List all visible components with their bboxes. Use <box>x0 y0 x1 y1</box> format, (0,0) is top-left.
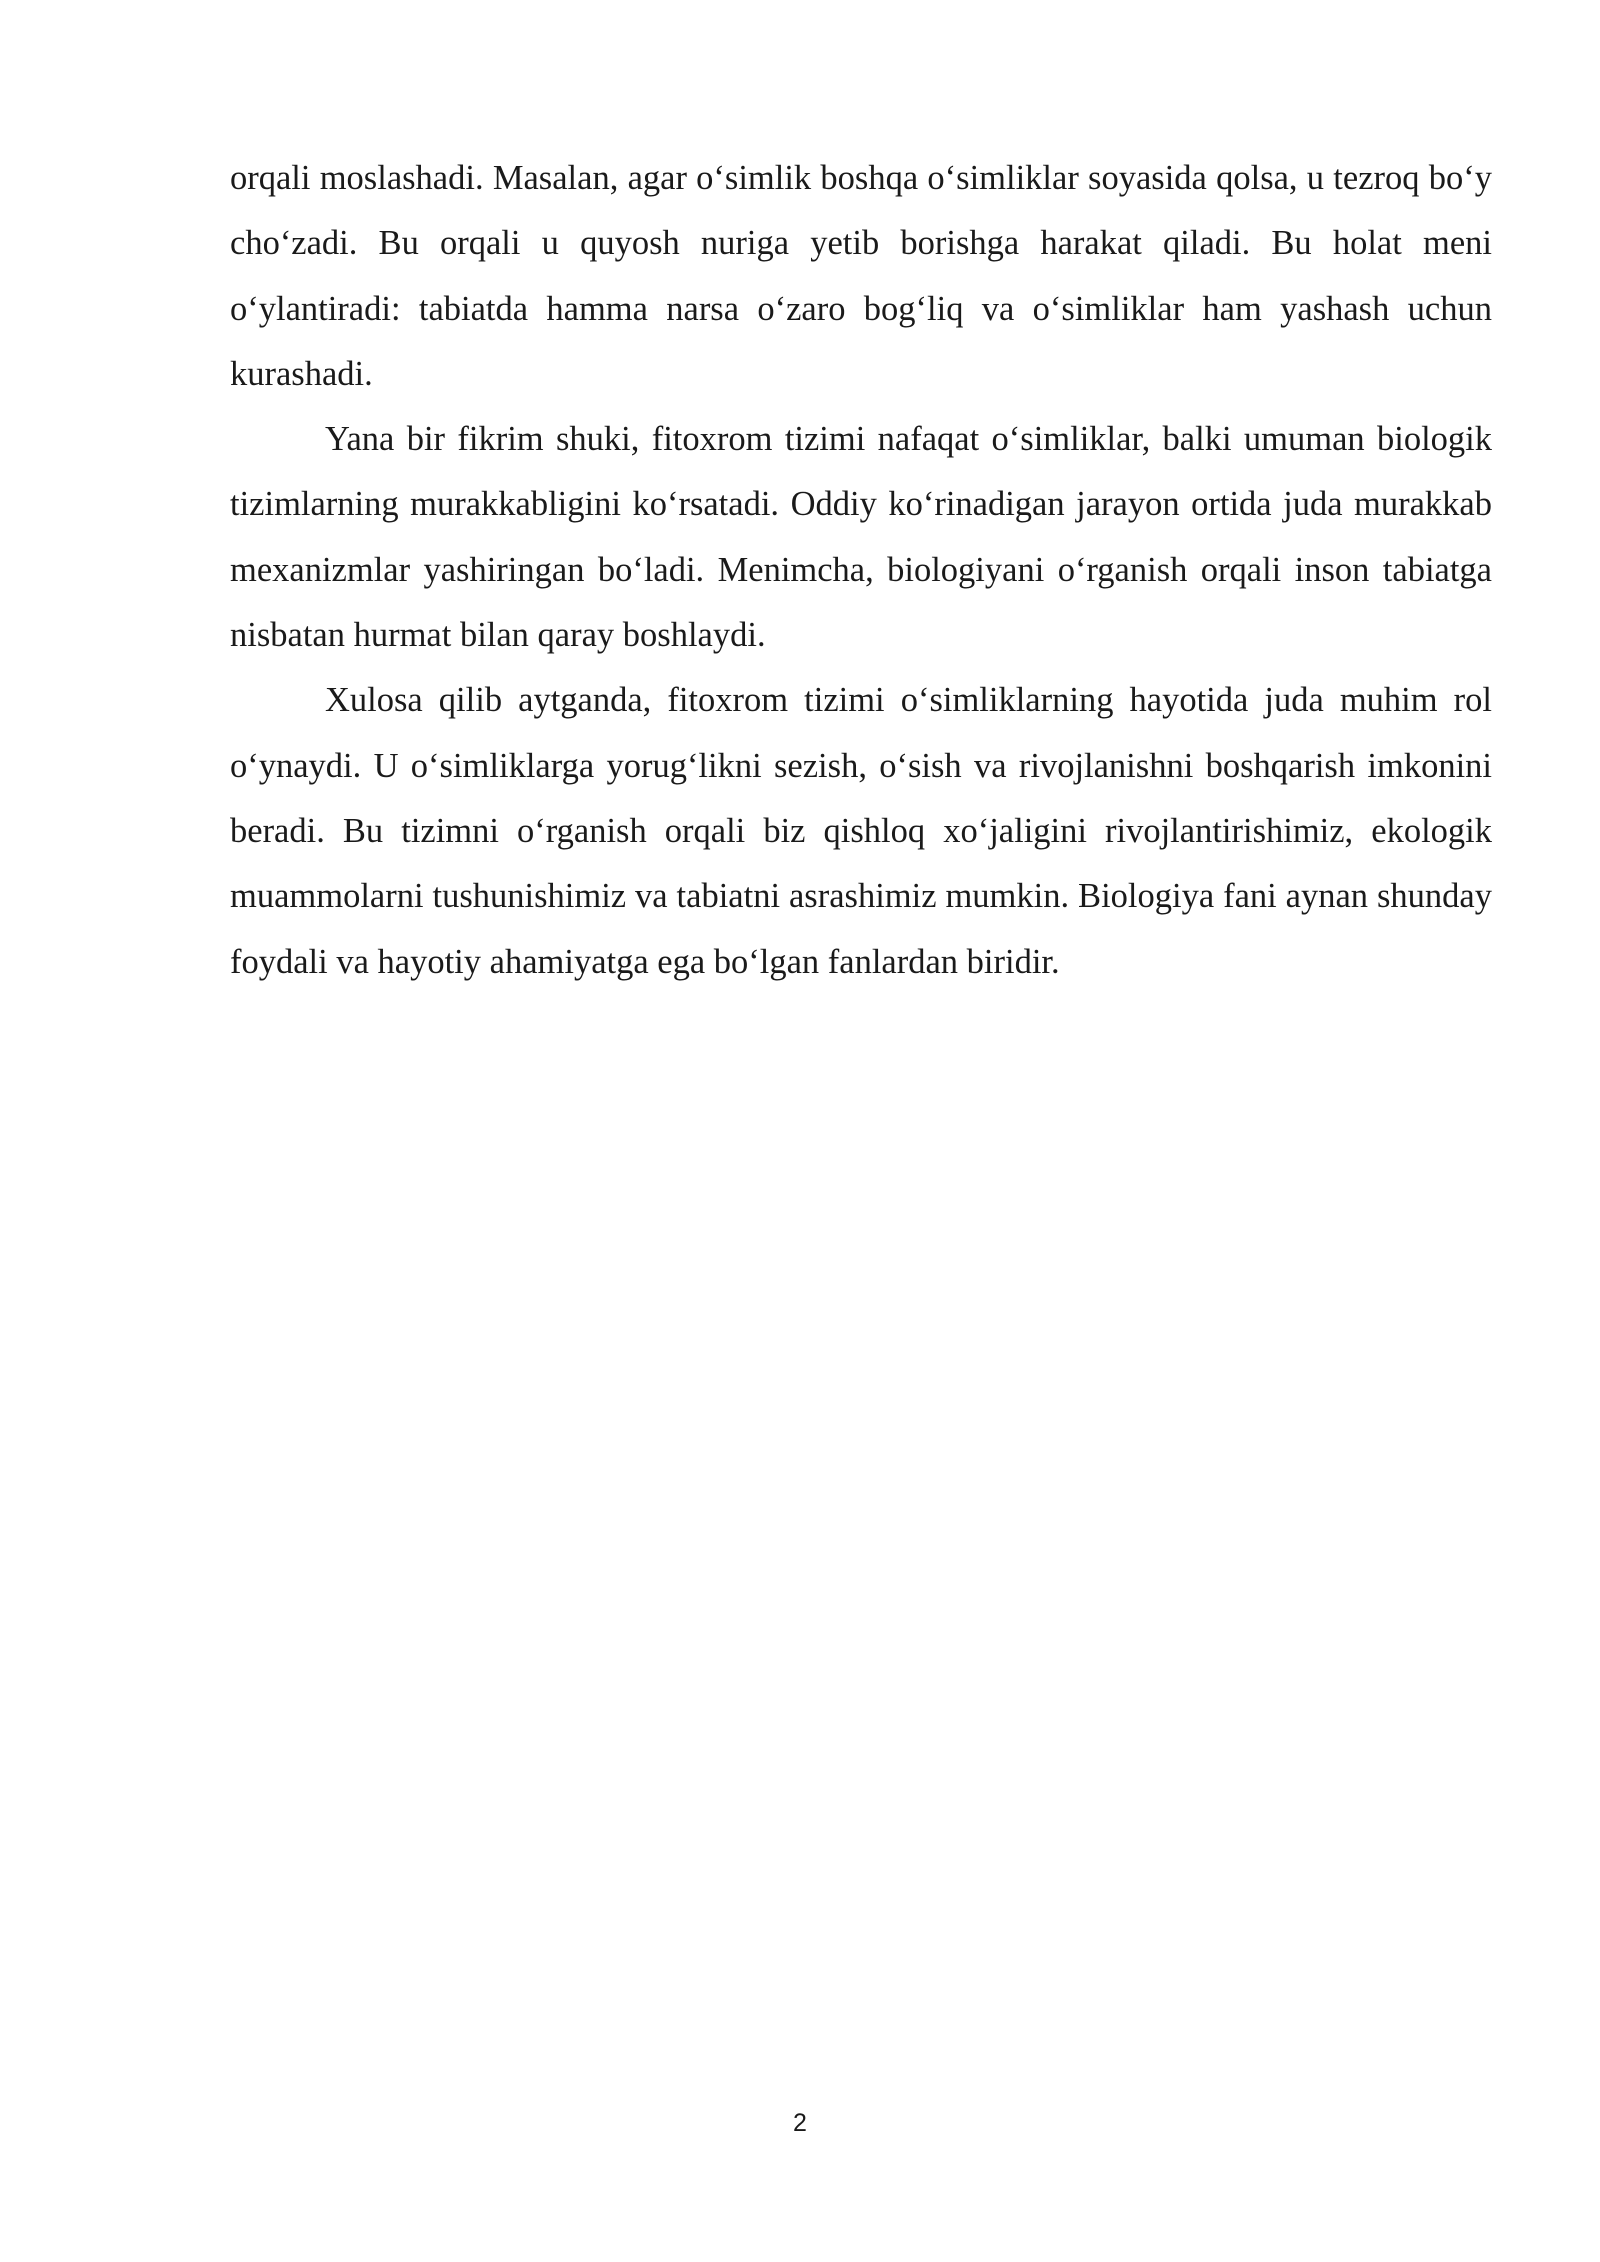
paragraph-phytochrome-complexity: Yana bir fikrim shuki, fitoxrom tizimi nafaqat o‘simliklar, balki umuman biologik tizimlarning murakkabligini ko‘rsatadi. Oddiy ko‘rinadigan jarayon ortida juda murakkab mexanizmlar yashiringan bo‘ladi. Menimcha, biologiyani o‘rganish orqali inson tabiatga nisbatan hurmat bilan qaray boshlaydi. <box>230 420 1492 655</box>
paragraph-conclusion: Xulosa qilib aytganda, fitoxrom tizimi o‘simliklarning hayotida juda muhim rol o‘ynaydi. U o‘simliklarga yorug‘likni sezish, o‘sish va rivojlanishni boshqarish imkonini beradi. Bu tizimni o‘rganish orqali biz qishloq xo‘jaligini rivojlantirishimiz, ekologik muammolarni tushunishimiz va tabiatni asrashimiz mumkin. Biologiya fani aynan shunday foydali va hayotiy ahamiyatga ega bo‘lgan fanlardan biridir. <box>230 681 1492 981</box>
page-number: 2 <box>793 2109 807 2137</box>
body-text <box>230 146 1492 995</box>
paragraph-continuation: orqali moslashadi. Masalan, agar o‘simlik boshqa o‘simliklar soyasida qolsa, u tezroq bo‘y cho‘zadi. Bu orqali u quyosh nuriga yetib borishga harakat qiladi. Bu holat meni o‘ylantiradi: tabiatda hamma narsa o‘zaro bog‘liq va o‘simliklar ham yashash uchun kurashadi. <box>230 159 1492 393</box>
